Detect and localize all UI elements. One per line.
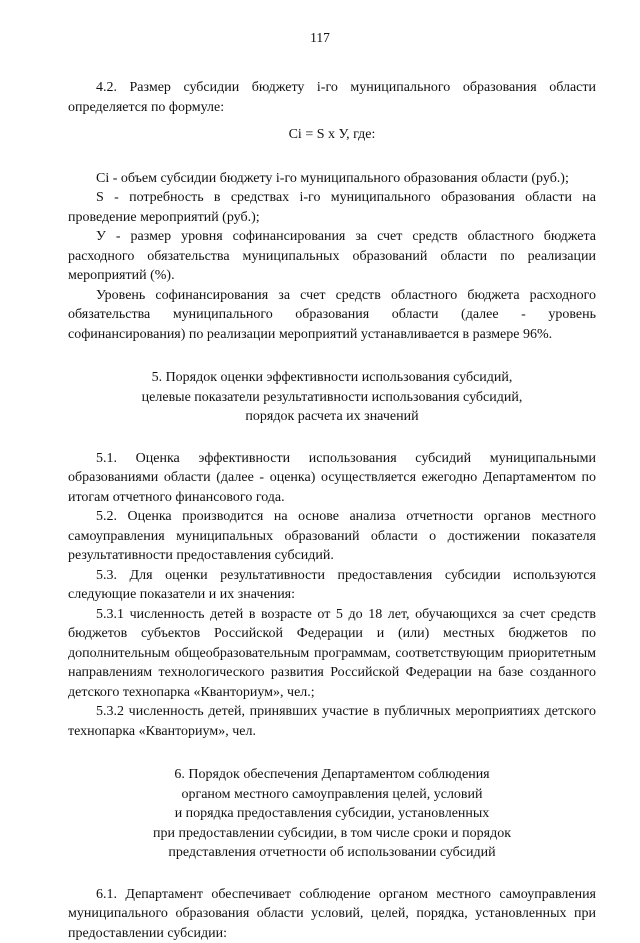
document-body <box>68 78 596 943</box>
section-5-heading-line: целевые показатели результативности использования субсидий, <box>68 388 596 408</box>
section-6-heading <box>68 765 596 863</box>
subsidy-formula: Сi = S х У, где: <box>68 125 596 145</box>
section-6-heading-line: представления отчетности об использовании субсидий <box>68 843 596 863</box>
paragraph-cofinancing-level: Уровень софинансирования за счет средств областного бюджета расходного обязательства муниципального образования области (далее - уровень софинансирования) по реализации мероприятий устанавливается в размере 96%. <box>68 286 596 345</box>
paragraph-6-1: 6.1. Департамент обеспечивает соблюдение органом местного самоуправления муниципального образования области условий, целей, порядка, установленных при предоставлении субсидии: <box>68 885 596 943</box>
section-5-heading <box>68 368 596 427</box>
paragraph-5-2: 5.2. Оценка производится на основе анализа отчетности органов местного самоуправления муниципальных образований области о достижении показателя результативности предоставления субсидий. <box>68 507 596 566</box>
page-number: 117 <box>0 30 640 46</box>
section-6-heading-line: 6. Порядок обеспечения Департаментом соблюдения <box>68 765 596 785</box>
paragraph-ci-definition: Сi - объем субсидии бюджету i-го муниципального образования области (руб.); <box>68 169 596 189</box>
section-6-heading-line: и порядка предоставления субсидии, установленных <box>68 804 596 824</box>
section-6-heading-line: при предоставлении субсидии, в том числе сроки и порядок <box>68 824 596 844</box>
section-5-heading-line: 5. Порядок оценки эффективности использования субсидий, <box>68 368 596 388</box>
paragraph-5-3: 5.3. Для оценки результативности предоставления субсидии используются следующие показатели и их значения: <box>68 566 596 605</box>
section-5-heading-line: порядок расчета их значений <box>68 407 596 427</box>
paragraph-s-definition: S - потребность в средствах i-го муниципального образования области на проведение мероприятий (руб.); <box>68 188 596 227</box>
paragraph-5-3-2: 5.3.2 численность детей, принявших участие в публичных мероприятиях детского технопарка «Кванториум», чел. <box>68 702 596 741</box>
paragraph-5-3-1: 5.3.1 численность детей в возрасте от 5 до 18 лет, обучающихся за счет средств бюджетов субъектов Российской Федерации и (или) местных бюджетов по дополнительным общеобразовательным программам, соответствующим приоритетным направлениям технологического развития Российской Федерации на базе созданного детского технопарка «Кванториум», чел.; <box>68 605 596 703</box>
paragraph-u-definition: У - размер уровня софинансирования за счет средств областного бюджета расходного обязательства муниципальных образований области по реализации мероприятий (%). <box>68 227 596 286</box>
section-6-heading-line: органом местного самоуправления целей, условий <box>68 785 596 805</box>
paragraph-4-2: 4.2. Размер субсидии бюджету i-го муниципального образования области определяется по формуле: <box>68 78 596 117</box>
paragraph-5-1: 5.1. Оценка эффективности использования субсидий муниципальными образованиями области (далее - оценка) осуществляется ежегодно Департаментом по итогам отчетного финансового года. <box>68 449 596 508</box>
